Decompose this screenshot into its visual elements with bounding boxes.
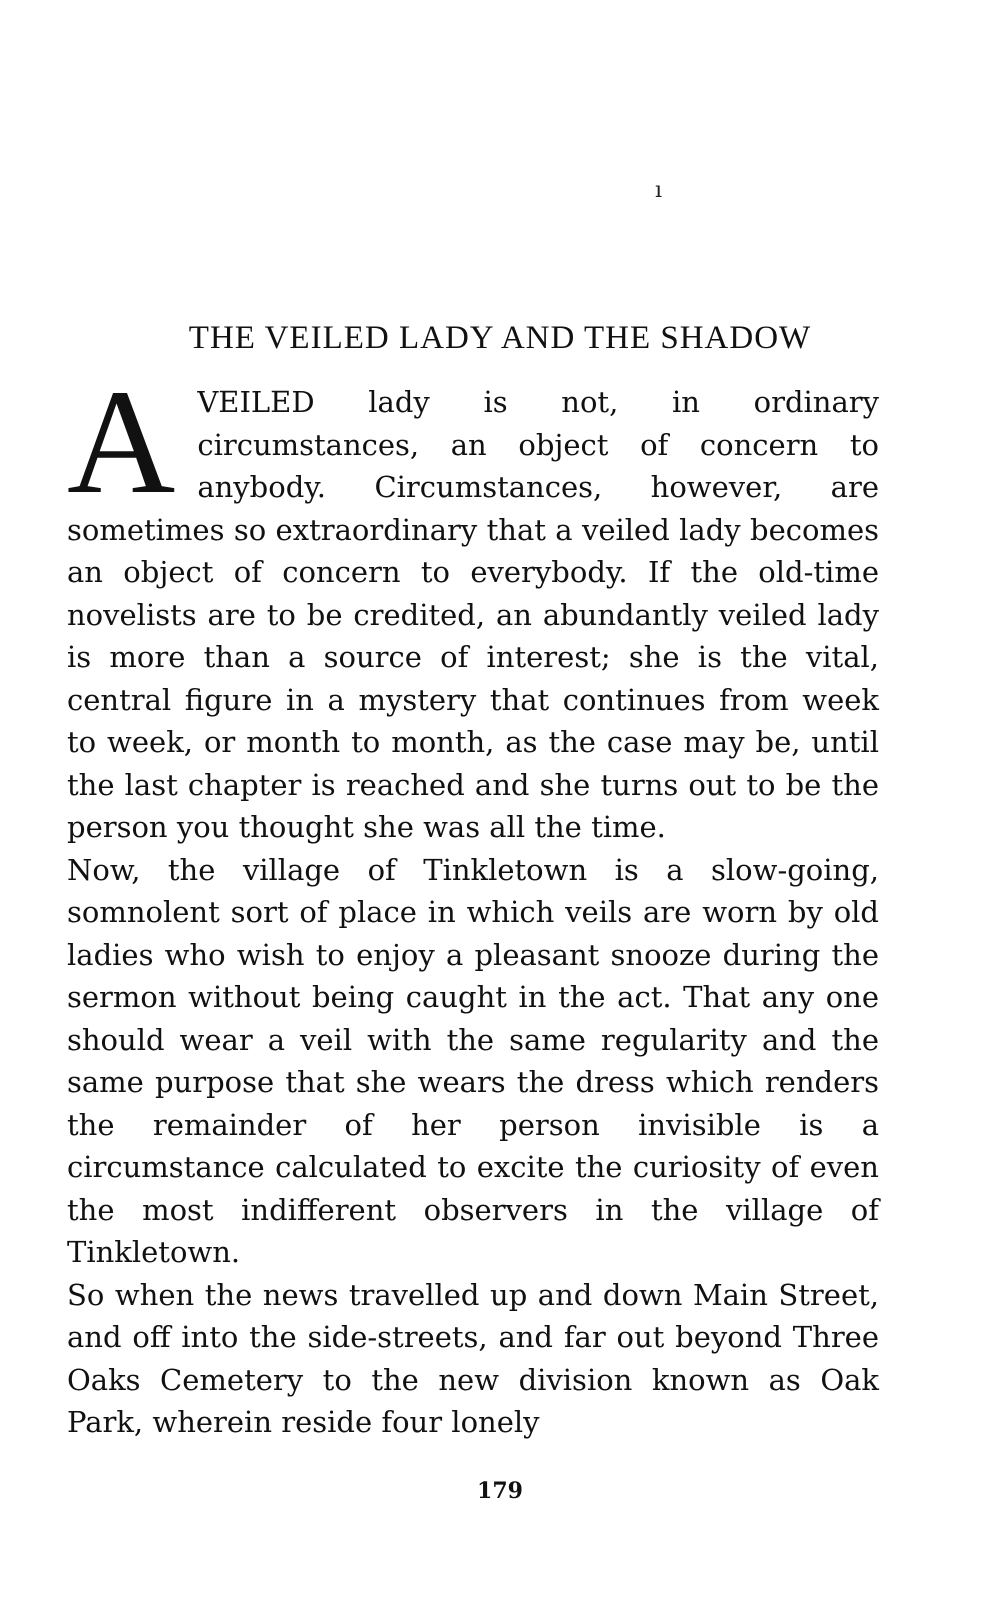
paragraph-1 [67, 359, 879, 849]
page-number: 179 [477, 1478, 523, 1504]
chapter-title: THE VEILED LADY AND THE SHADOW [188, 320, 812, 356]
drop-cap: A [67, 359, 176, 525]
paragraph-2: Now, the village of Tinkletown is a slow-going, somnolent sort of place in which veils are worn by old ladies who wish to enjoy a pleasant snooze during the sermon without being caught in the act. That any one should wear a veil with the same regularity and the same purpose that she wears the dress which renders the remainder of her person invisible is a circumstance calculated to excite the curiosity of even the most indifferent observers in the village of Tinkletown. [67, 852, 879, 1269]
paragraph-3: So when the news travelled up and down Main Street, and off into the side-streets, and far out beyond Three Oaks Cemetery to the new division known as Oak Park, wherein reside four lonely [67, 1277, 879, 1439]
chapter-body [67, 359, 879, 1444]
print-speck: ı [655, 178, 663, 203]
paragraph-1-text: VEILED lady is not, in ordinary circumstances, an object of concern to anybody. Circumstances, however, are sometimes so extraordinary that a veiled lady becomes an object of concern to everybody. If the old-time novelists are to be credited, an abundantly veiled lady is more than a source of interest; she is the vital, central figure in a mystery that continues from week to week, or month to month, as the case may be, until the last chapter is reached and she turns out to be the person you thought she was all the time. [67, 385, 879, 844]
